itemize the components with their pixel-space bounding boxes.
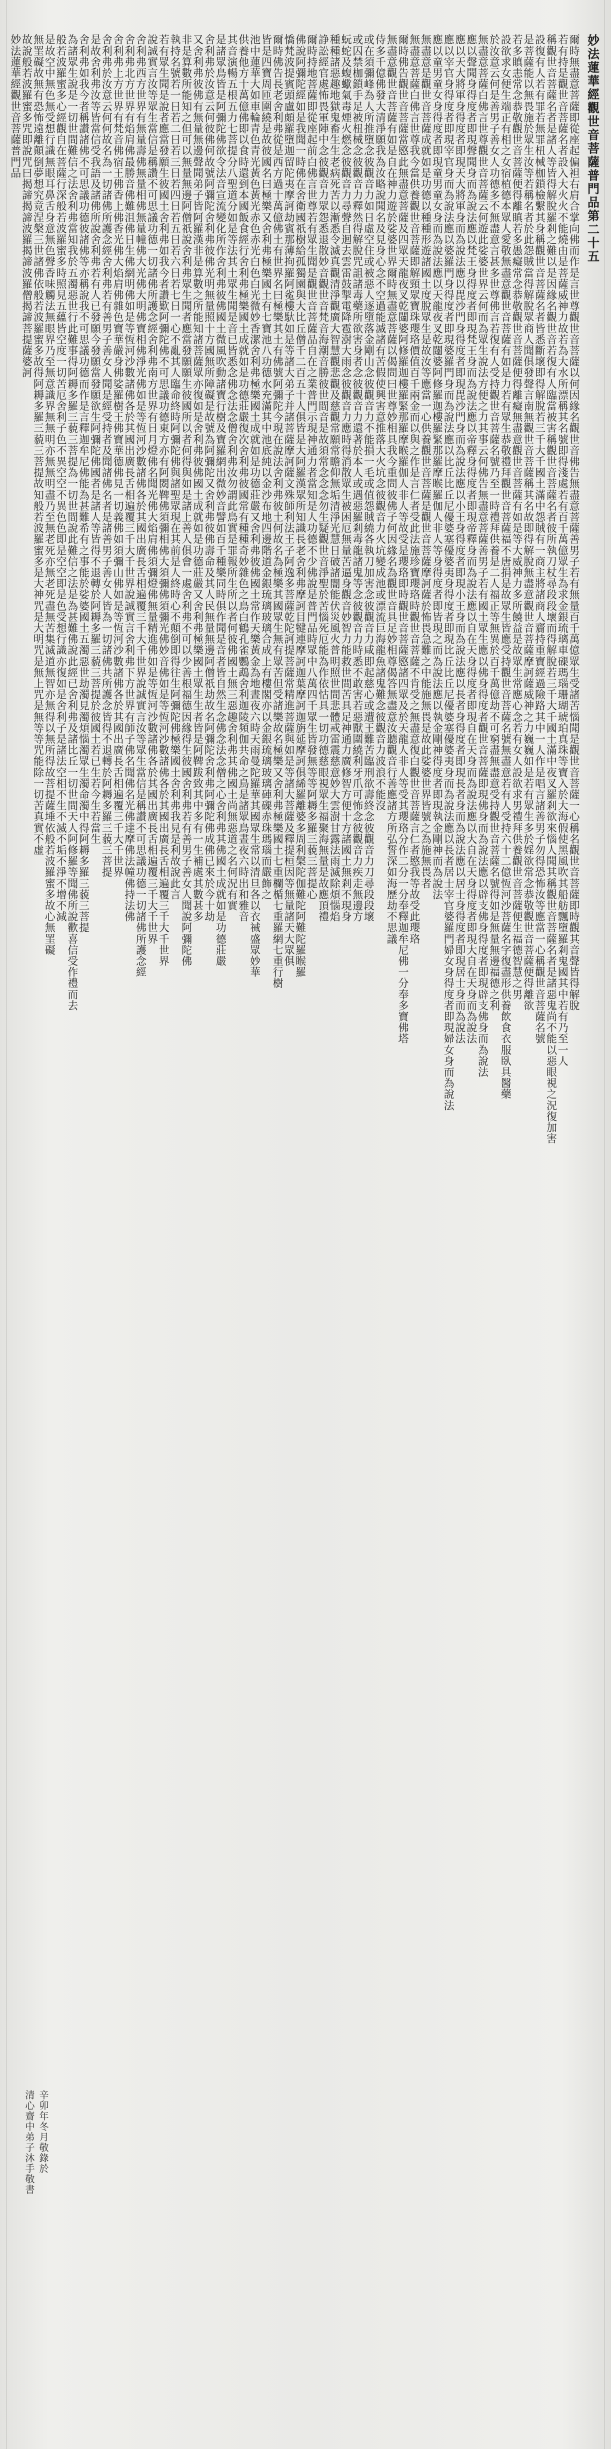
text-column: 是菩薩能以無畏施於眾生汝等若稱名者於此怨賊當得解脫眾商人聞俱發聲言南無觀世音菩薩稱其名故即得解脫無盡意觀世音菩薩摩訶薩威神之力巍巍如是若有眾生多於婬欲常念恭敬觀世音菩薩便得離欲 (522, 34, 535, 1011)
text-column: 或在須彌峰為人所推墮念彼觀音力如日虛空住或被惡人逐墮落金剛山念彼觀音力不能損一毛或值怨賊繞各執刀加害念彼觀音力咸即起慈心或遭王難苦臨刑欲壽終念彼觀音力刀尋段段壞 (362, 34, 375, 922)
text-column: 說誠實言汝等眾生當信是稱讚不可思議功德一切諸佛所護念經舍利弗南方世界有日月燈佛名聞光佛大焰肩佛須彌燈佛無量精進佛如是等恆河沙數諸佛各於其國出廣長舌相遍覆三千大千世界 (146, 34, 159, 945)
text-column: 種種諸惡趣地獄鬼畜生生老病死苦以漸悉令滅真觀清淨觀廣大智慧觀悲觀及慈觀常願常瞻仰無垢清淨光慧日破諸闇能伏災風火普明照世間悲體戒雷震慈意妙大雲澍甘露法雨滅除煩惱焰 (328, 34, 341, 922)
text-column: 舍利弗於汝意云何彼佛何故號阿彌陀舍利弗彼佛光明無量照十方國無所障礙是故號為阿彌陀又舍利弗彼佛壽命及其人民無量無邊阿僧祇劫故名阿彌陀舍利弗阿彌陀佛成佛已來於今十劫 (203, 34, 216, 922)
text-column: 若多瞋恚常念恭敬觀世音菩薩便得離瞋若多愚癡常念恭敬觀世音菩薩便得離癡無盡意觀世音菩薩有如是等大威神力多所饒益是故眾生常應心念若有女人設欲求男禮拜供養觀世音菩薩便生福德智慧之男 (511, 34, 523, 1000)
text-column: 若有持是觀世音菩薩名者設入大火火不能燒由是菩薩威神力故若為大水所漂稱其名號即得淺處若有百千萬億眾生為求金銀琉璃車磲瑪瑙珊瑚琥珀真珠等寶入於大海假使黑風吹其船舫飄墮羅剎鬼國其中若有乃至一人 (556, 34, 569, 1067)
text-column: 於汝意云何是善男子善女人功德多不無盡意言甚多世尊佛言若復有人受持觀世音菩薩名號乃至一時禮拜供養是二人福正等無異於百千萬億劫不可窮盡無盡意受持觀世音菩薩名號得如是無量無邊福德之利 (488, 34, 501, 1011)
text-column: 無盡意菩薩白佛言世尊觀世音菩薩云何遊此娑婆世界云何而為眾生說法方便之力其事云何佛告無盡意菩薩善男子若有國土眾生應以佛身得度者觀世音菩薩即現佛身而為說法應以辟支佛身得度者即現辟支佛身而為說法 (476, 34, 489, 1078)
text-column: 爾時佛告觀世音菩薩當愍此無盡意菩薩及四眾天龍夜叉乾闥婆阿修羅迦樓羅緊那羅摩睺羅伽人非人等故受是瓔珞即時觀世音菩薩愍諸四眾及於天龍人非人等受其瓔珞分作二分一分奉釋迦牟尼佛一分奉多寶佛塔 (397, 34, 409, 1045)
text-column: 是諸眾鳥皆是阿彌陀佛欲令法音宣流變化所作舍利弗彼佛國土微風吹動諸寶行樹及寶羅網出微妙音譬如百千種樂同時俱作聞是音者皆自然生念佛念法念僧之心舍利弗其佛國土成就如是功德莊嚴 (214, 34, 227, 967)
text-column: 池中蓮華大如車輪青色青光黃色黃光赤色赤光白色白光微妙香潔舍利弗極樂國土成就如是功德莊嚴又舍利弗彼佛國土常作天樂黃金為地晝夜六時天雨曼陀羅華其國眾生常以清旦各以衣祴盛眾妙華 (248, 34, 261, 978)
text-column: 佛說阿彌陀經如是我聞一時佛在舍衛國祇樹給孤獨園與大比丘僧千二百五十人俱皆是大阿羅漢眾所知識長老舍利弗摩訶目犍連摩訶迦葉摩訶迦旃延摩訶俱絺羅離婆多周利槃陀伽難陀阿難陀羅睺羅 (294, 34, 307, 978)
text-column: 舍利弗如我今者稱讚諸佛不可思議功德彼諸佛等亦稱說我不可思議功德而作是言釋迦牟尼佛能為甚難希有之事能於娑婆國土五濁惡世劫濁見濁煩惱濁眾生濁命濁中得阿耨多羅三藐三菩提 (77, 34, 90, 934)
text-column: 爾時佛告長老舍利弗從是西方過十萬億佛土有世界名曰極樂其土有佛號阿彌陀今現在說法舍利弗彼土何故名為極樂其國眾生無有眾苦但受諸樂故名極樂又舍利弗極樂國土七重欄楯七重羅網七重行樹 (271, 34, 284, 989)
text-column: 是故舍利弗汝等皆當信受我語及諸佛所說舍利弗若有人已發願今發願當發願欲生阿彌陀佛國者是諸人等皆得不退轉於阿耨多羅三藐三菩提於彼國土若已生若今生若當生 (89, 34, 102, 845)
text-column: 應以童男童女身得度者即現童男童女身而為說法應以天龍夜叉乾闥婆阿修羅迦樓羅緊那羅摩睺羅伽人非人等身得度者即皆現之而為說法應以執金剛神得度者即現執金剛神而為說法 (431, 34, 444, 900)
colophon-column: 清心齋中弟子沐手敬書 (23, 2090, 34, 2195)
right-paper-edge (604, 0, 605, 2449)
text-column: 般若波羅蜜多心經觀自在菩薩行深般若波羅蜜多時照見五蘊皆空度一切苦厄舍利子色不異空空不異色色即是空空即是色受想行識亦復如是舍利子是諸法空相不生不滅不垢不淨不增不減 (55, 34, 67, 922)
text-column: 設欲求女便生端正有相之女宿植德本眾人愛敬無盡意觀世音菩薩有如是力若有眾生恭敬禮拜觀世音菩薩福不唐捐是故眾生皆應受持觀世音菩薩名號無盡意若有人受持六十二億恆河沙菩薩名字復盡形供養飲食衣服臥具醫藥 (499, 34, 512, 1100)
text-column: 若有眾生聞是說者應當發願生彼國土舍利弗如我今者讚歎阿彌陀佛不可思議功德東方亦有阿閦鞞佛須彌相佛大須彌佛須彌光佛妙音佛如是等恆河沙數諸佛各於其國出廣長舌相遍覆三千大千世界 (157, 34, 170, 967)
text-column: 舍利弗上方世界有梵音佛宿王佛香上佛香光佛大焰肩佛雜色寶華嚴身佛娑羅樹王佛寶華德佛見一切義佛如須彌山佛如是等恆河沙數諸佛各於其國出廣長舌相遍覆三千大千世界 (112, 34, 124, 878)
text-column: 應以天大將軍身得度者即現天大將軍身而為說法應以毘沙門身得度者即現毘沙門身而為說法應以小王身得度者即現小王身而為說法應以長者身得度者即現長者身而為說法應以居士身得度者即現居士身而為說法 (454, 34, 466, 1045)
text-column: 爾時持地菩薩即從座起前白佛言世尊若有眾生聞是觀世音菩薩品自在之業普門示現神通力者當知是人功德不少佛說是普門品時眾中八萬四千眾生皆發無等等阿耨多羅三藐三菩提心 (305, 34, 318, 900)
colophon-column: 辛卯年冬月敬錄於 (37, 2090, 48, 2174)
text-column: 諍訟經官處怖畏軍陣中念彼觀音力眾怨悉退散妙音觀世音梵音海潮音勝彼世間音是故須常念念念勿生疑觀世音淨聖於苦惱死厄能為作依怙具一切功德慈眼視眾生福聚海無量是故應頂禮 (317, 34, 330, 922)
text-column: 其音演暢五根五力七菩提分八聖道分如是等法其土眾生聞是音已皆悉念佛念法念僧舍利弗汝勿謂此鳥實是罪報所生所以者何彼佛國土無三惡趣舍利弗其佛國土尚無惡道之名何況有實 (226, 34, 238, 911)
text-column: 供養他方十萬億佛即以食時還到本國飯食經行舍利弗極樂國土成就如是功德莊嚴復次舍利弗彼國常有種種奇妙雜色之鳥白鶴孔雀鸚鵡舍利迦陵頻伽共命之鳥是諸眾鳥晝夜六時出和雅音 (237, 34, 250, 922)
text-column: 舍利弗西方世界有無量壽佛無量相佛無量幢佛大光佛大明佛寶相佛淨光佛如是等恆河沙數諸佛各於其國出廣長舌相遍覆三千大千世界說誠實言汝等眾生當信是稱讚不可思議功德一切諸佛所護念經 (134, 34, 147, 978)
text-column: 皆是四寶周匝圍繞是故彼國名曰極樂又舍利弗極樂國土有七寶池八功德水充滿其中池底純以金沙布地四邊階道金銀琉璃玻璃合成上有樓閣亦以金銀琉璃玻璃硨磲赤珠瑪瑙而嚴飾之 (260, 34, 273, 900)
text-column: 無盡意觀世音菩薩有如是自在神力遊於娑婆世界爾時無盡意菩薩以偈問曰世尊妙相具我今重問彼佛子何因緣名為觀世音具足妙相尊偈答無盡意汝聽觀音行善應諸方所弘誓深如海歷劫不思議 (385, 34, 398, 945)
text-column: 為諸眾生說是一切世間難信之法舍利弗當知我於五濁惡世行此難事得阿耨多羅三藐三菩提為一切世間說此難信之法是為甚難佛說此經已舍利弗及諸比丘一切世間天人阿修羅等聞佛所說歡喜信受作禮而去 (66, 34, 79, 1011)
text-column: 是故空中無色無受想行識無眼耳鼻舌身意無色聲香味觸法無眼界乃至無意識界無無明亦無無明盡乃至無老死亦無老死盡無苦集滅道無智亦無得以無所得故菩提薩埵依般若波羅蜜多故心無罣礙 (43, 34, 56, 956)
text-column: 應以宰官身得度者即現宰官身而為說法應以婆羅門身得度者即現婆羅門身而為說法應以比丘比丘尼優婆塞優婆夷身得度者即現比丘比丘尼優婆塞優婆夷身而為說法應以長者居士宰官婆羅門婦女身得度者即現婦女身而為說法 (442, 34, 455, 1111)
text-column: 無罣礙故無有恐怖遠離顛倒夢想究竟涅槃三世諸佛依般若波羅蜜多故得阿耨多羅三藐三菩提故知般若波羅蜜多是大神咒是大明咒是無上咒是無等等咒能除一切苦真實不虛 (32, 34, 45, 856)
text-column: 稱觀世音菩薩名者是諸人等皆得解脫羅剎之難以是因緣名觀世音若復有人臨當被害稱觀世音菩薩名者彼所執刀杖尋段段壞而得解脫若三千大千國土滿中夜叉羅剎欲來惱人聞其稱觀世音菩薩名者是諸惡鬼尚不能以惡眼視之況復加害 (545, 34, 558, 1144)
text-column: 舍利弗北方世界有焰肩佛最勝音佛難沮佛日生佛網明佛如是等恆河沙數諸佛各於其國出廣長舌相遍覆三千大千世界說誠實言舍利弗下方世界有師子佛名聞佛名光佛達摩佛法幢佛持法佛 (123, 34, 136, 922)
text-column: 無盡意菩薩白佛言世尊我今當供養觀世音菩薩即解頸眾寶珠瓔珞價值百千兩金而以與之作是言仁者受此法施珍寶瓔珞時觀世音菩薩不肯受之無盡意復白觀世音菩薩言仁者愍我等故受此瓔珞 (408, 34, 421, 945)
text-column: 爾時無盡意菩薩即從座起偏袒右肩合掌向佛而作是言世尊觀世音菩薩以何因緣名觀世音佛告無盡意菩薩善男子若有無量百千萬億眾生受諸苦惱聞是觀世音菩薩一心稱名觀世音菩薩即時觀其音聲皆得解脫 (568, 34, 580, 1011)
text-column: 又舍利弗彼佛有無量無邊聲聞弟子皆阿羅漢非是算數之所能知諸菩薩眾亦復如是舍利弗彼佛國土成就如是功德莊嚴又舍利弗極樂國土眾生生者皆是阿鞞跋致其中多有一生補處其數甚多 (191, 34, 204, 922)
text-column: 無盡意是觀世音菩薩成就如是功德以種種形遊諸國土度脫眾生是故汝等應當一心供養觀世音菩薩是觀世音菩薩摩訶薩於怖畏急難之中能施無畏是故此娑婆世界皆號之為施無畏者 (419, 34, 432, 889)
text-column: 故說般若波羅蜜多咒即說咒曰揭諦揭諦波羅揭諦波羅僧揭諦菩提薩婆訶 (20, 34, 33, 379)
text-column: 設復有人若有罪若無罪杻械枷鎖檢繫其身稱觀世音菩薩名者皆悉斷壞即得解脫若三千大千國土滿中怨賊有一商主將諸商人齎持重寶經過險路其中一人作是唱言諸善男子勿得恐怖汝等應當一心稱觀世音菩薩名號 (533, 34, 546, 1045)
document-title: 妙法蓮華經觀世音菩薩普門品第二十五 (586, 34, 600, 264)
text-column: 非是算數所能知之但可以無量無邊阿僧祇說舍利弗眾生聞者應當發願願生彼國所以者何得與如是諸上善人俱會一處舍利弗不可以少善根福德因緣得生彼國舍利弗若有善男子善女人聞說阿彌陀佛 (180, 34, 193, 967)
text-column: 應以聲聞身得度者即現聲聞身而為說法應以梵王身得度者即現梵王身而為說法應以帝釋身得度者即現帝釋身而為說法應以自在天身得度者即現自在天身而為說法應以大自在天身得度者即現大自在天身而為說法 (465, 34, 478, 1045)
text-column: 侍多千億佛發大清淨願我為汝略說聞名及見身心念不空過能滅諸有苦假使興害意推落大火坑念彼觀音力火坑變成池或漂流巨海龍魚諸鬼難念彼觀音力波浪不能沒 (374, 34, 387, 811)
text-column: 舍利弗於汝意云何何故名為一切諸佛所護念經舍利弗若有善男子善女人聞是經受持者及聞諸佛名者是諸善男子善女人皆為一切諸佛共所護念皆得不退轉於阿耨多羅三藐三菩提 (100, 34, 113, 878)
text-column: 蚖蛇及蝮蠍氣毒煙火燃念彼觀音力尋聲自迴去雲雷鼓掣電降雹澍大雨念彼觀音力應時得消散眾生被困厄無量苦逼身觀音妙智力能救世間苦具足神通力廣修智方便十方諸國土無剎不現身 (340, 34, 352, 922)
text-column: 憍梵波提賓頭盧頗羅墮迦留陀夷摩訶劫賓那薄拘羅阿㝹樓馱如是等諸大弟子并諸菩薩摩訶薩文殊師利法王子阿逸多菩薩乾陀訶提菩薩常精進菩薩與如是等諸大菩薩及釋提桓因等無量諸天大眾俱 (283, 34, 295, 967)
text-column: 執持名號若一日若二日若三日若四日若五日若六日若七日一心不亂其人臨命終時阿彌陀佛與諸聖眾現在其前是人終時心不顛倒即得往生阿彌陀佛極樂國土舍利弗我見是利故說此言 (169, 34, 181, 900)
text-column: 或囚禁枷鎖手足被杻械念彼觀音力釋然得解脫咒詛諸毒藥所欲害身者念彼觀音力還著於本人或遇惡羅剎毒龍諸鬼等念彼觀音力時悉不敢害若惡獸圍繞利牙爪可怖念彼觀音力疾走無邊方 (351, 34, 364, 922)
text-column: 妙法蓮華經觀世音菩薩普門品 (9, 34, 22, 179)
